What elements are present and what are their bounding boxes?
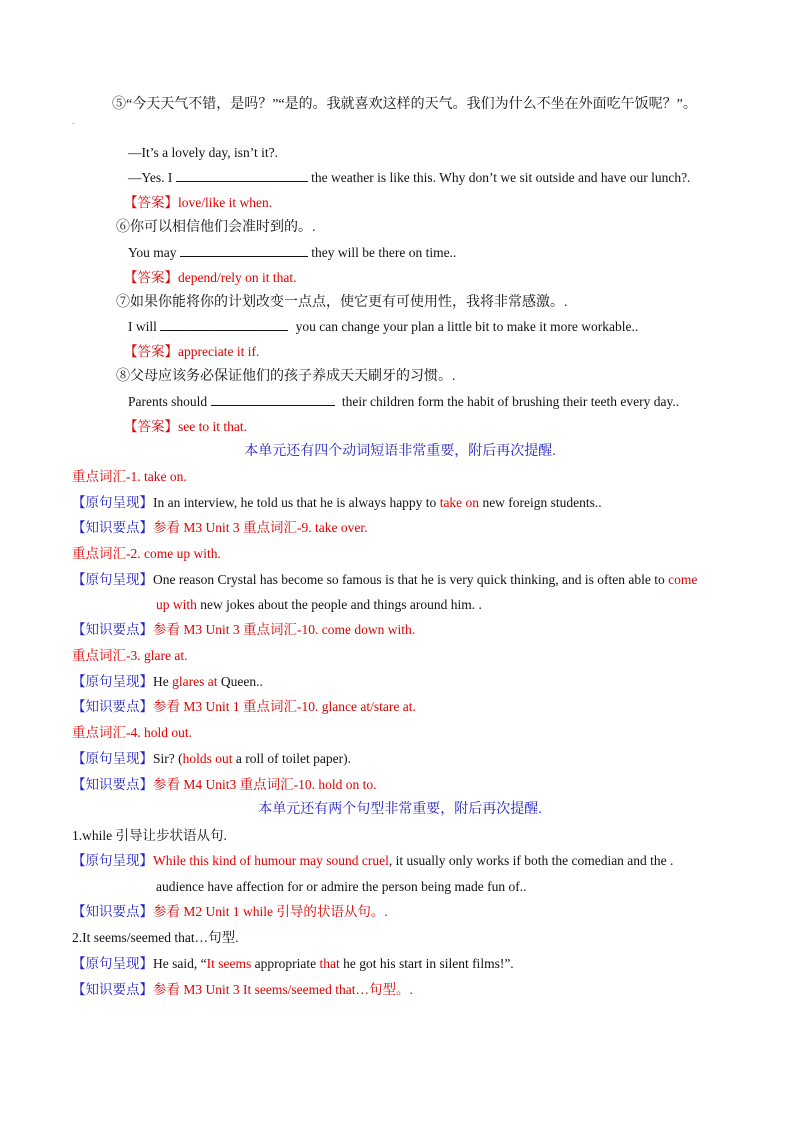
vocab-2-knowledge-point: [72, 621, 415, 639]
knowledge-text: 参看 M2 Unit 1 while 引导的状语从句。.: [153, 904, 388, 919]
q6-english-start: You may: [128, 245, 177, 260]
answer-label: 【答案】: [124, 344, 178, 359]
q5-answer: [124, 194, 272, 212]
q6-blank: [180, 244, 308, 257]
q7-chinese-prompt: ⑦如果你能将你的计划改变一点点，使它更有可使用性，我将非常感激。.: [116, 295, 568, 310]
section-heading-sentence-patterns: 本单元还有两个句型非常重要，附后再次提醒.: [258, 802, 542, 817]
q6-english-end: they will be there on time..: [311, 245, 457, 260]
q7-english-start: I will: [128, 319, 157, 334]
knowledge-text: 参看 M3 Unit 3 重点词汇-9. take over.: [153, 520, 368, 535]
original-label: 【原句呈现】: [72, 853, 153, 868]
pattern-1-knowledge-point: [72, 903, 388, 921]
q5-english-line-1: —It’s a lovely day, isn’t it?.: [128, 145, 278, 160]
q8-answer: [124, 418, 247, 436]
q7-blank: [160, 318, 288, 331]
q8-english-end: their children form the habit of brushing their teeth every day..: [341, 394, 680, 409]
knowledge-text: 参看 M3 Unit 3 重点词汇-10. come down with.: [153, 622, 416, 637]
knowledge-label: 【知识要点】: [72, 982, 153, 997]
vocab-3-knowledge-point: [72, 698, 416, 716]
pattern-1-original-sentence: [72, 852, 673, 870]
vocab-2-title: 重点词汇-2. come up with.: [72, 546, 221, 561]
answer-label: 【答案】: [124, 270, 178, 285]
vocab-4-knowledge-point: [72, 776, 377, 794]
section-heading-verb-phrases: 本单元还有四个动词短语非常重要，附后再次提醒.: [244, 444, 556, 459]
knowledge-label: 【知识要点】: [72, 777, 153, 792]
highlighted-phrase: It seems: [206, 956, 252, 971]
answer-text: love/like it when.: [178, 195, 273, 210]
highlighted-phrase: that: [319, 956, 340, 971]
q5-english-line-2: [128, 169, 690, 187]
highlighted-phrase: glares at: [172, 674, 218, 689]
original-label: 【原句呈现】: [72, 674, 153, 689]
sentence-text: new jokes about the people and things around him. .: [196, 597, 482, 612]
vocab-1-knowledge-point: [72, 519, 367, 537]
q8-english-start: Parents should: [128, 394, 208, 409]
knowledge-label: 【知识要点】: [72, 699, 153, 714]
q6-answer: [124, 269, 296, 287]
answer-text: see to it that.: [178, 419, 247, 434]
answer-label: 【答案】: [124, 419, 178, 434]
answer-text: appreciate it if.: [178, 344, 260, 359]
highlighted-phrase: take on: [439, 495, 480, 510]
original-label: 【原句呈现】: [72, 572, 153, 587]
q8-chinese-prompt: ⑧父母应该务必保证他们的孩子养成天天刷牙的习惯。.: [116, 369, 456, 384]
original-label: 【原句呈现】: [72, 956, 153, 971]
q5-english-end: the weather is like this. Why don’t we sit outside and have our lunch?.: [311, 170, 691, 185]
vocab-1-title: 重点词汇-1. take on.: [72, 469, 187, 484]
pattern-2-title: 2.It seems/seemed that…句型.: [72, 930, 239, 945]
q7-english-line: [128, 318, 638, 336]
sentence-text: Queen..: [217, 674, 263, 689]
vocab-2-original-sentence: [72, 571, 697, 589]
answer-text: depend/rely on it that.: [178, 270, 297, 285]
sentence-text: Sir? (: [153, 751, 183, 766]
q6-english-line: [128, 244, 456, 262]
paragraph-marker: .: [72, 116, 75, 126]
knowledge-label: 【知识要点】: [72, 622, 153, 637]
q5-blank: [176, 169, 308, 182]
vocab-2-original-sentence-cont: [156, 596, 482, 614]
pattern-2-original-sentence: [72, 955, 514, 973]
pattern-2-knowledge-point: [72, 981, 413, 999]
answer-label: 【答案】: [124, 195, 178, 210]
sentence-text: One reason Crystal has become so famous is that he is very quick thinking, and is often able to: [153, 572, 669, 587]
sentence-text: appropriate: [251, 956, 320, 971]
q5-english-start: —Yes. I: [128, 170, 173, 185]
sentence-text: He said, “: [153, 956, 207, 971]
knowledge-text: 参看 M4 Unit3 重点词汇-10. hold on to.: [153, 777, 377, 792]
vocab-3-original-sentence: [72, 673, 263, 691]
sentence-text: In an interview, he told us that he is always happy to: [153, 495, 440, 510]
highlighted-phrase: come: [668, 572, 698, 587]
q8-blank: [211, 393, 335, 406]
q7-answer: [124, 343, 259, 361]
sentence-text: new foreign students..: [479, 495, 602, 510]
pattern-1-title: 1.while 引导让步状语从句.: [72, 828, 227, 843]
pattern-1-original-sentence-cont: audience have affection for or admire the person being made fun of..: [156, 879, 527, 894]
sentence-text: , it usually only works if both the comedian and the .: [388, 853, 674, 868]
original-label: 【原句呈现】: [72, 495, 153, 510]
vocab-4-title: 重点词汇-4. hold out.: [72, 725, 192, 740]
q8-english-line: [128, 393, 679, 411]
highlighted-phrase: holds out: [182, 751, 233, 766]
vocab-4-original-sentence: [72, 750, 351, 768]
highlighted-phrase: While this kind of humour may sound cruel: [153, 853, 389, 868]
sentence-text: he got his start in silent films!”.: [339, 956, 514, 971]
q7-english-end: you can change your plan a little bit to make it more workable..: [295, 319, 639, 334]
knowledge-text: 参看 M3 Unit 3 It seems/seemed that…句型。.: [153, 982, 413, 997]
sentence-text: He: [153, 674, 173, 689]
knowledge-label: 【知识要点】: [72, 904, 153, 919]
q6-chinese-prompt: ⑥你可以相信他们会准时到的。.: [116, 220, 316, 235]
original-label: 【原句呈现】: [72, 751, 153, 766]
vocab-3-title: 重点词汇-3. glare at.: [72, 648, 188, 663]
knowledge-text: 参看 M3 Unit 1 重点词汇-10. glance at/stare at.: [153, 699, 416, 714]
highlighted-phrase: up with: [156, 597, 197, 612]
knowledge-label: 【知识要点】: [72, 520, 153, 535]
sentence-text: a roll of toilet paper).: [232, 751, 351, 766]
q5-chinese-prompt: ⑤“今天天气不错，是吗？”“是的。我就喜欢这样的天气。我们为什么不坐在外面吃午饭呢？”。: [112, 97, 697, 112]
vocab-1-original-sentence: [72, 494, 602, 512]
